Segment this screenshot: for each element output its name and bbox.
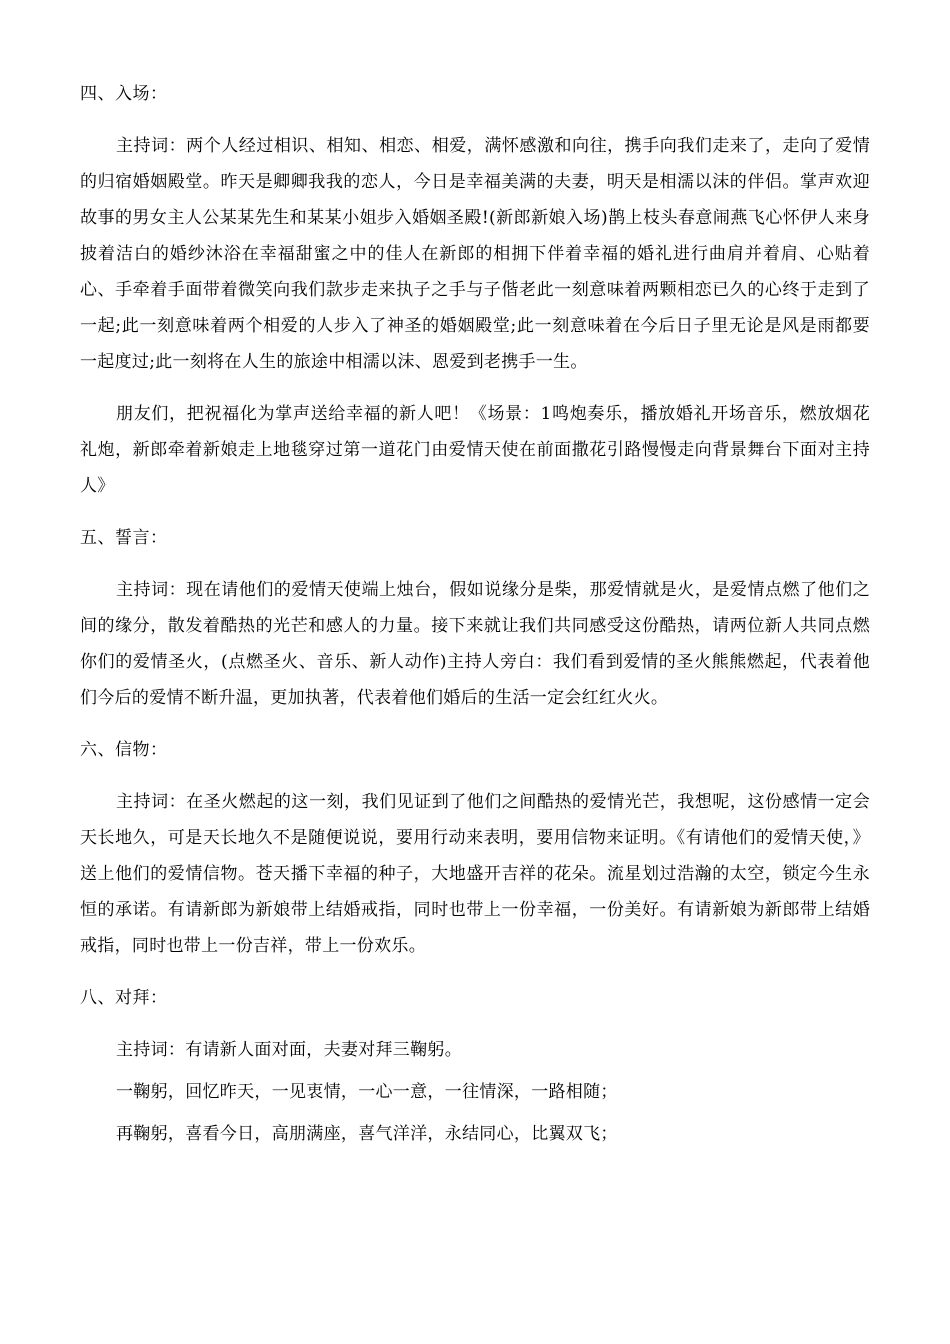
section-entrance bbox=[80, 76, 870, 504]
paragraph: 主持词：在圣火燃起的这一刻，我们见证到了他们之间酷热的爱情光芒，我想呢，这份感情一定会天长地久，可是天长地久不是随便说说，要用行动来表明，要用信物来证明。《有请他们的爱情天使，》送上他们的爱情信物。苍天播下幸福的种子，大地盛开吉祥的花朵。流星划过浩瀚的太空，锁定今生永恒的承诺。有请新郎为新娘带上结婚戒指，同时也带上一份幸福，一份美好。有请新娘为新郎带上结婚戒指，同时也带上一份吉祥，带上一份欢乐。 bbox=[80, 792, 870, 956]
section-bowing bbox=[80, 980, 870, 1152]
section-heading: 四、入场： bbox=[80, 84, 168, 104]
section-heading: 五、誓言： bbox=[80, 528, 168, 548]
document-page bbox=[80, 76, 870, 1158]
paragraph: 主持词：有请新人面对面，夫妻对拜三鞠躬。 bbox=[116, 1040, 462, 1060]
section-heading: 八、对拜： bbox=[80, 988, 168, 1008]
section-tokens bbox=[80, 732, 870, 964]
paragraph: 一鞠躬，回忆昨天，一见衷情，一心一意，一往情深，一路相随； bbox=[116, 1082, 618, 1102]
paragraph: 朋友们，把祝福化为掌声送给幸福的新人吧！《场景：1鸣炮奏乐，播放婚礼开场音乐，燃放烟花礼炮，新郎牵着新娘走上地毯穿过第一道花门由爱情天使在前面撒花引路慢慢走向背景舞台下面对主持人》 bbox=[80, 404, 870, 496]
paragraph: 主持词：两个人经过相识、相知、相恋、相爱，满怀感激和向往，携手向我们走来了，走向了爱情的归宿婚姻殿堂。昨天是卿卿我我的恋人，今日是幸福美满的夫妻，明天是相濡以沫的伴侣。掌声欢迎故事的男女主人公某某先生和某某小姐步入婚姻圣殿!(新郎新娘入场)鹊上枝头春意闹燕飞心怀伊人来身披着洁白的婚纱沐浴在幸福甜蜜之中的佳人在新郎的相拥下伴着幸福的婚礼进行曲肩并着肩、心贴着心、手牵着手面带着微笑向我们款步走来执子之手与子偕老此一刻意味着两颗相恋已久的心终于走到了一起;此一刻意味着两个相爱的人步入了神圣的婚姻殿堂;此一刻意味着在今后日子里无论是风是雨都要一起度过;此一刻将在人生的旅途中相濡以沫、恩爱到老携手一生。 bbox=[80, 136, 870, 372]
section-heading: 六、信物： bbox=[80, 740, 168, 760]
paragraph: 再鞠躬，喜看今日，高朋满座，喜气洋洋，永结同心，比翼双飞； bbox=[116, 1124, 618, 1144]
section-vows bbox=[80, 520, 870, 716]
paragraph: 主持词：现在请他们的爱情天使端上烛台，假如说缘分是柴，那爱情就是火，是爱情点燃了他们之间的缘分，散发着酷热的光芒和感人的力量。接下来就让我们共同感受这份酷热，请两位新人共同点燃你们的爱情圣火，(点燃圣火、音乐、新人动作)主持人旁白：我们看到爱情的圣火熊熊燃起，代表着他们今后的爱情不断升温，更加执著，代表着他们婚后的生活一定会红红火火。 bbox=[80, 580, 870, 708]
